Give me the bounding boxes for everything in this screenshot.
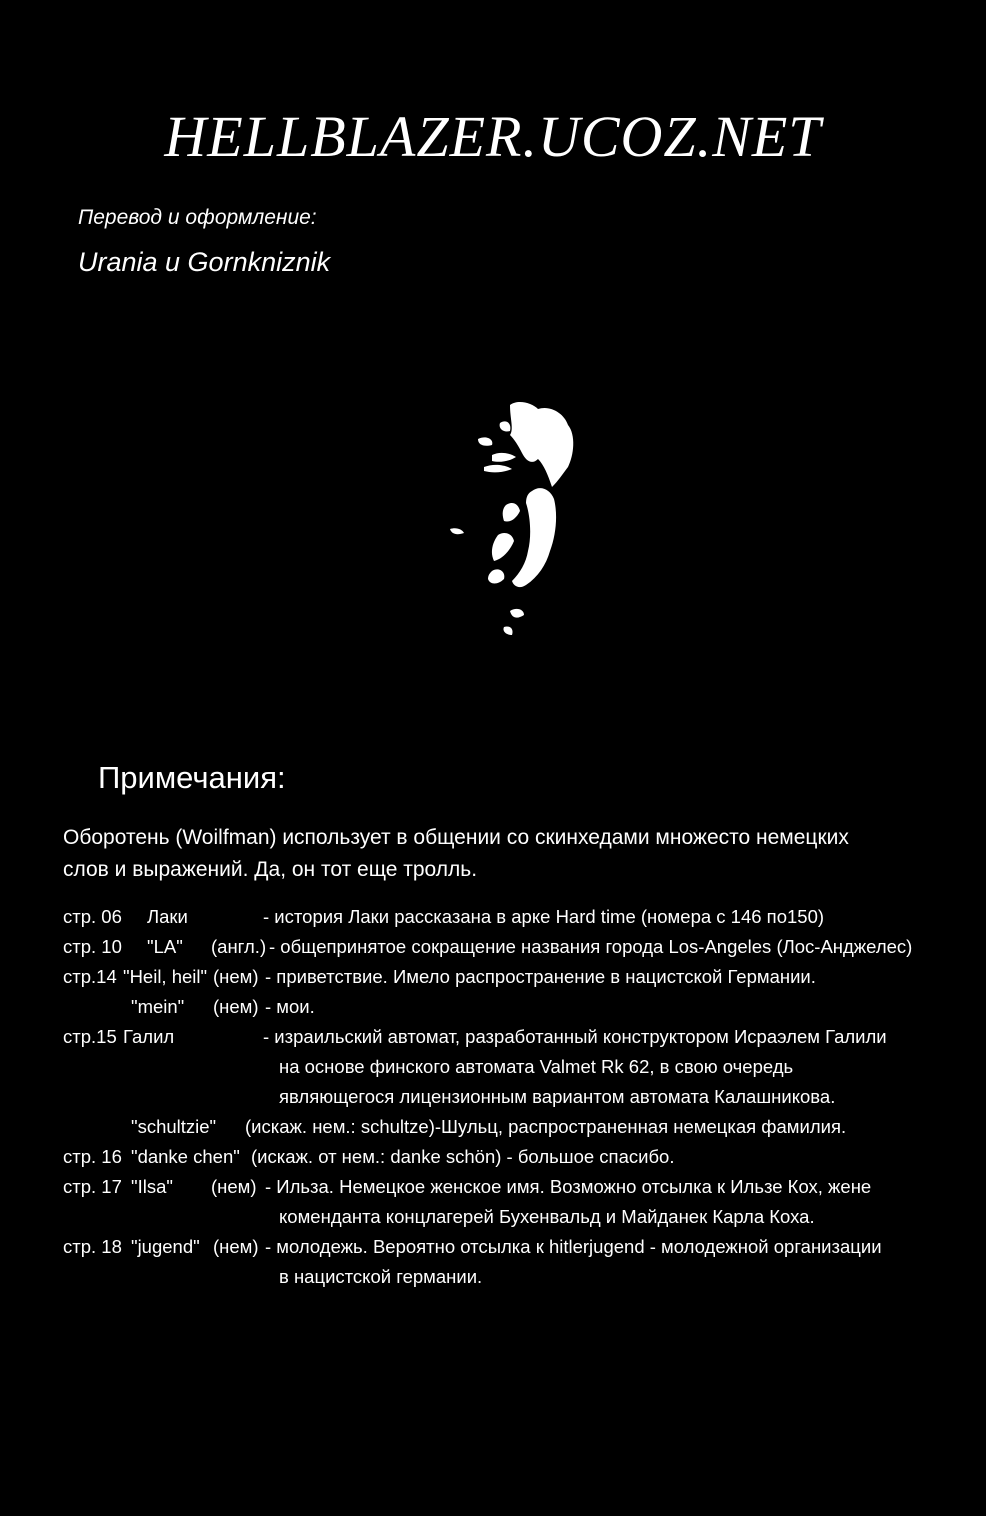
note-page: стр. 16	[63, 1146, 122, 1167]
note-row	[63, 1082, 963, 1112]
note-lang: (нем)	[211, 1176, 257, 1197]
note-row	[63, 1022, 963, 1052]
note-row	[63, 992, 963, 1022]
credits-names: Urania и Gornkniznik	[78, 247, 331, 277]
note-row	[63, 1202, 963, 1232]
notes-list	[63, 902, 963, 1292]
notes-intro-line: Оборотень (Woilfman) использует в общении со скинхедами множесто немецких	[63, 826, 849, 849]
note-row	[63, 932, 963, 962]
note-text: (искаж. от нем.: danke schön) - большое спасибо.	[251, 1146, 675, 1167]
note-term: "Ilsa"	[131, 1176, 173, 1197]
note-term: "mein"	[131, 996, 185, 1017]
note-text: на основе финского автомата Valmet Rk 62, в свою очередь	[279, 1056, 794, 1077]
note-page: стр.14	[63, 966, 117, 987]
note-lang: (нем)	[213, 996, 259, 1017]
note-row	[63, 962, 963, 992]
notes-intro-line: слов и выражений. Да, он тот еще тролль.	[63, 858, 478, 881]
note-page: стр. 06	[63, 906, 122, 927]
note-row	[63, 1172, 963, 1202]
note-term: "LA"	[147, 936, 183, 957]
credits-label: Перевод и оформление:	[78, 206, 317, 229]
note-term: "jugend"	[131, 1236, 200, 1257]
note-term: "schultzie"	[131, 1116, 217, 1137]
note-term: "Heil, heil"	[123, 966, 208, 987]
note-term: Лаки	[147, 906, 188, 927]
note-text: - мои.	[265, 996, 315, 1017]
note-text: в нацистской германии.	[279, 1266, 483, 1287]
note-row	[63, 1112, 963, 1142]
note-row	[63, 1262, 963, 1292]
note-text: - общепринятое сокращение названия города Los-Angeles (Лос-Анджелес)	[269, 936, 913, 957]
note-lang: (англ.)	[211, 936, 267, 957]
note-row	[63, 1232, 963, 1262]
note-lang: (нем)	[213, 1236, 259, 1257]
notes-intro	[63, 822, 943, 886]
note-text: (искаж. нем.: schultze)-Шульц, распространенная немецкая фамилия.	[245, 1116, 847, 1137]
site-title: HELLBLAZER.UCOZ.NET	[164, 104, 822, 169]
face-silhouette-image	[440, 395, 590, 645]
note-text: - Ильза. Немецкое женское имя. Возможно отсылка к Ильзе Кох, жене	[265, 1176, 872, 1197]
note-text: - молодежь. Вероятно отсылка к hitlerjugend - молодежной организации	[265, 1236, 882, 1257]
note-text: - приветствие. Имело распространение в нацистской Германии.	[265, 966, 816, 987]
note-term: Галил	[123, 1026, 175, 1047]
note-page: стр.15	[63, 1026, 117, 1047]
note-row	[63, 1052, 963, 1082]
note-term: "danke chen"	[131, 1146, 240, 1167]
note-lang: (нем)	[213, 966, 259, 987]
note-page: стр. 18	[63, 1236, 122, 1257]
notes-heading: Примечания:	[98, 760, 286, 795]
note-page: стр. 17	[63, 1176, 122, 1197]
note-row	[63, 1142, 963, 1172]
note-page: стр. 10	[63, 936, 122, 957]
note-row	[63, 902, 963, 932]
note-text: являющегося лицензионным вариантом автомата Калашникова.	[279, 1086, 836, 1107]
note-text: - израильский автомат, разработанный конструктором Исраэлем Галили	[263, 1026, 887, 1047]
note-text: коменданта концлагерей Бухенвальд и Майданек Карла Коха.	[279, 1206, 815, 1227]
note-text: - история Лаки рассказана в арке Hard time (номера с 146 по150)	[263, 906, 825, 927]
